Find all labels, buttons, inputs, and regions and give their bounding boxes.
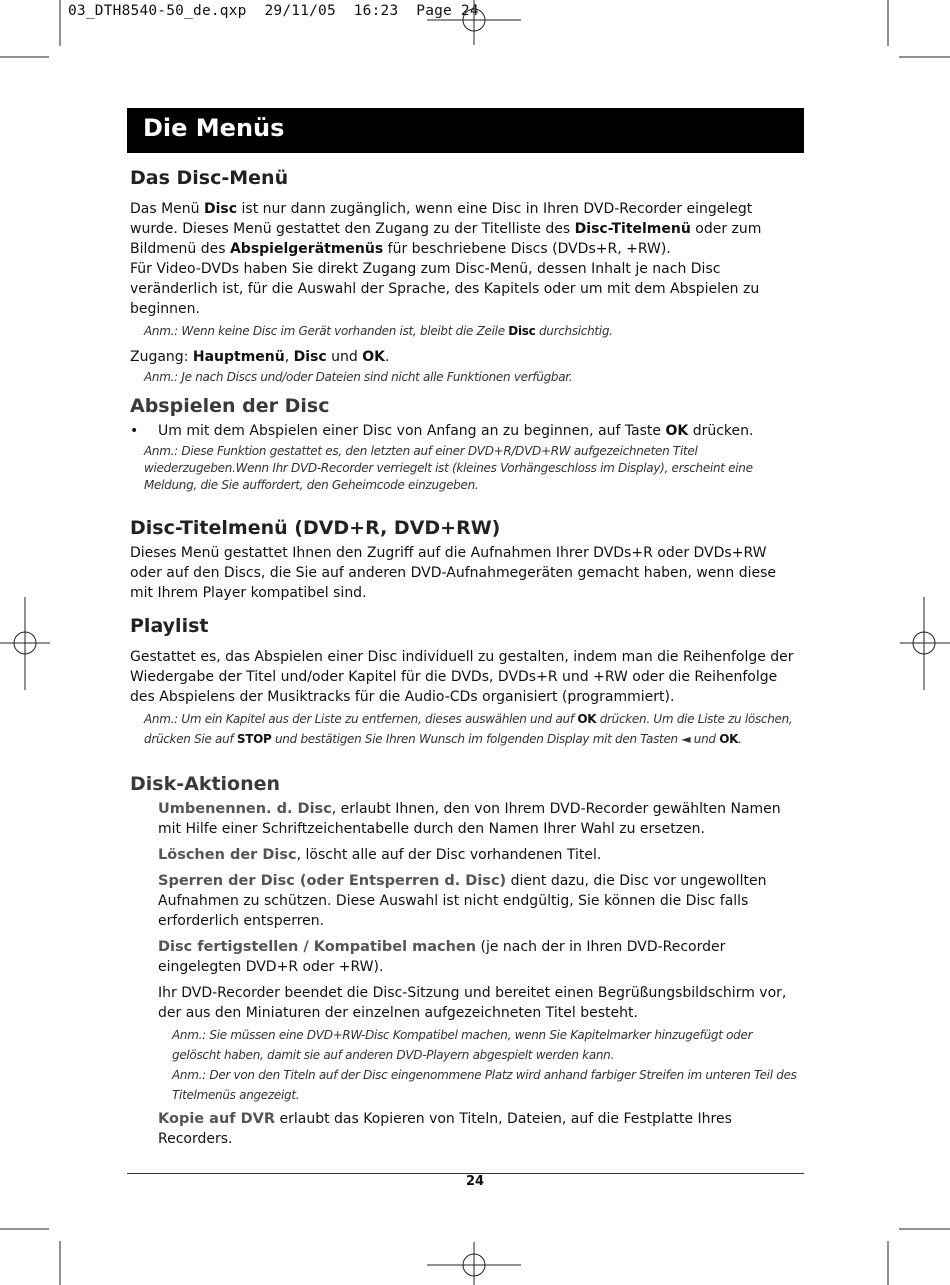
playlist-note — [144, 709, 802, 749]
action-title-finalize: Disc fertigstellen / Kompatibel machen — [158, 939, 477, 955]
text: Anm.: Um ein Kapitel aus der Liste zu entfernen, dieses auswählen und auf — [144, 712, 578, 726]
term-disc: Disc — [204, 201, 238, 217]
disc-menu-note-2: Anm.: Je nach Discs und/oder Dateien sind nicht alle Funktionen verfügbar. — [144, 370, 573, 384]
text: und bestätigen Sie Ihren Wunsch im folgenden Display mit den Tasten ◄ und — [271, 732, 720, 746]
text: für beschriebene Discs (DVDs+R, +RW). — [383, 241, 671, 257]
disc-menu-paragraph-1 — [130, 199, 802, 259]
text: dient dazu, die Disc vor ungewollten Aufnahmen zu schützen. Diese Auswahl ist nicht endgültig, Sie können die Disc falls erforderlich entsperren. — [158, 873, 767, 929]
term-disc: Disc — [293, 349, 327, 365]
text: Das Menü — [130, 201, 204, 217]
action-delete — [158, 845, 802, 865]
text: Zugang: — [130, 349, 193, 365]
action-copy — [158, 1109, 802, 1149]
disc-menu-note-1 — [144, 321, 802, 341]
action-rename — [158, 799, 802, 839]
text: ist nur dann zugänglich, wenn eine Disc in Ihren DVD-Recorder eingelegt wurde. Dieses Menü gestattet den Zugang zu der Titelliste des — [130, 201, 753, 237]
term-ok: OK — [362, 349, 385, 365]
action-finalize-paragraph: Ihr DVD-Recorder beendet die Disc-Sitzung und bereitet einen Begrüßungsbildschirm vor, der aus den Miniaturen der einzelnen aufgezeichneten Titel besteht. — [158, 985, 787, 1021]
text: Anm.: Wenn keine Disc im Gerät vorhanden ist, bleibt die Zeile — [144, 324, 509, 338]
actions-note-1: Anm.: Sie müssen eine DVD+RW-Disc Kompatibel machen, wenn Sie Kapitelmarker hinzugefügt oder gelöscht haben, damit sie auf anderen DVD-Playern abgespielt werden kann. — [172, 1028, 753, 1062]
text: , löscht alle auf der Disc vorhandenen Titel. — [296, 847, 602, 863]
term-stop: STOP — [236, 732, 272, 746]
text: und — [326, 349, 363, 365]
text: oder zum Bildmenü des — [130, 221, 762, 257]
text: drücken. Um die Liste zu löschen, drücken Sie auf — [144, 712, 793, 746]
disc-actions-list — [158, 799, 802, 1149]
term-disc-title-menu: Disc-Titelmenü — [574, 221, 691, 237]
text: durchsichtig. — [535, 324, 613, 338]
term-player-menu: Abspielgerätmenüs — [229, 241, 384, 257]
heading-disc-actions: Disk-Aktionen — [130, 773, 281, 795]
play-bullet — [130, 421, 802, 441]
text: Um mit dem Abspielen einer Disc von Anfang an zu beginnen, auf Taste — [158, 423, 666, 439]
action-title-delete: Löschen der Disc — [158, 847, 297, 863]
action-title-copy: Kopie auf DVR — [158, 1111, 276, 1127]
text: (je nach der in Ihren DVD-Recorder eingelegten DVD+R oder +RW). — [158, 939, 726, 975]
print-slug: 03_DTH8540-50_de.qxp 29/11/05 16:23 Page 24 — [68, 3, 479, 19]
heading-play-disc: Abspielen der Disc — [130, 395, 330, 417]
heading-playlist: Playlist — [130, 615, 209, 637]
action-finalize — [158, 937, 802, 977]
text: erlaubt das Kopieren von Titeln, Dateien, auf die Festplatte Ihres Recorders. — [158, 1111, 732, 1147]
disc-menu-paragraph-2: Für Video-DVDs haben Sie direkt Zugang zum Disc-Menü, dessen Inhalt je nach Disc veränderlich ist, für die Auswahl der Sprache, des Kapitels oder um mit dem Abspielen zu beginnen. — [130, 261, 760, 317]
heading-disc-menu: Das Disc-Menü — [130, 167, 289, 189]
action-title-lock: Sperren der Disc (oder Entsperren d. Disc) — [158, 873, 507, 889]
page-number: 24 — [465, 1174, 485, 1189]
disc-menu-access — [130, 347, 802, 367]
page-content — [130, 163, 802, 1149]
text: drücken. — [688, 423, 754, 439]
bullet-mark: • — [130, 423, 139, 439]
playlist-paragraph: Gestattet es, das Abspielen einer Disc individuell zu gestalten, indem man die Reihenfolge der Wiedergabe der Titel und/oder Kapitel für die DVDs, DVDs+R und +RW oder die Reihenfolge des Abspielens der Musiktracks für die Audio-CDs organisiert (programmiert). — [130, 649, 794, 705]
text: , erlaubt Ihnen, den von Ihrem DVD-Recorder gewählten Namen mit Hilfe einer Schriftzeichentabelle durch den Namen Ihrer Wahl zu ersetzen. — [158, 801, 781, 837]
term-main-menu: Hauptmenü — [192, 349, 285, 365]
heading-title-menu: Disc-Titelmenü (DVD+R, DVD+RW) — [130, 517, 501, 539]
title-menu-paragraph: Dieses Menü gestattet Ihnen den Zugriff auf die Aufnahmen Ihrer DVDs+R oder DVDs+RW oder auf den Discs, die Sie auf anderen DVD-Aufnahmegeräten gemacht haben, wenn diese mit Ihrem Player kompatibel sind. — [130, 545, 776, 601]
term-ok: OK — [719, 732, 739, 746]
play-note: Anm.: Diese Funktion gestattet es, den letzten auf einer DVD+R/DVD+RW aufgezeichneten Titel wiederzugeben.Wenn Ihr DVD-Recorder verriegelt ist (kleines Vorhängeschloss im Display), erscheint eine Meldung, die Sie auffordert, den Geheimcode einzugeben. — [144, 444, 753, 492]
action-lock — [158, 871, 802, 931]
text: . — [738, 732, 742, 746]
banner-title: Die Menüs — [143, 114, 285, 142]
text: , — [284, 349, 294, 365]
actions-note-2: Anm.: Der von den Titeln auf der Disc eingenommene Platz wird anhand farbiger Streifen im unteren Teil des Titelmenüs angezeigt. — [172, 1068, 797, 1102]
action-title-rename: Umbenennen. d. Disc — [158, 801, 332, 817]
bullet-text — [158, 421, 753, 441]
text: . — [385, 349, 390, 365]
term-ok: OK — [577, 712, 597, 726]
term-disc: Disc — [508, 324, 536, 338]
section-banner — [127, 108, 804, 153]
term-ok: OK — [665, 423, 689, 439]
